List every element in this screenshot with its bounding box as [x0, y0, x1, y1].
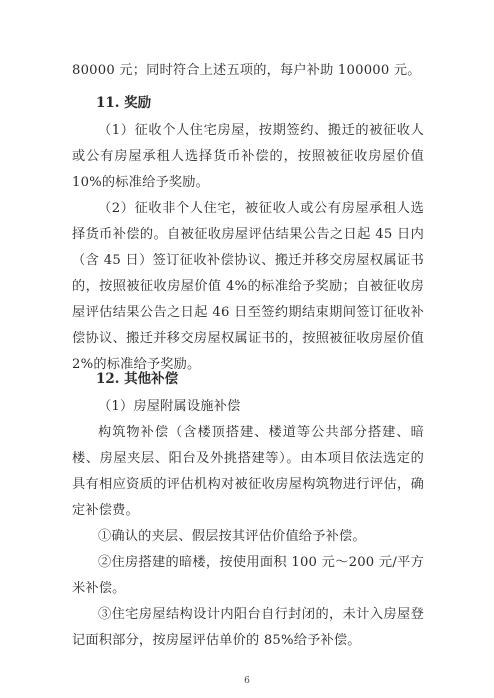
continuation-paragraph: 80000 元；同时符合上述五项的，每户补助 100000 元。	[72, 63, 421, 78]
paragraph-item-3: ③住宅房屋结构设计内阳台自行封闭的，未计入房屋登记面积部分，按房屋评估单价的 85%给予补偿。	[72, 607, 424, 648]
page-number: 6	[244, 676, 250, 686]
paragraph-reward-1: （1）征收个人住宅房屋，按期签约、搬迁的被征收人或公有房屋承租人选择货币补偿的，按照被征收房屋价值 10%的标准给予奖励。	[72, 123, 424, 190]
paragraph-structures: 构筑物补偿（含楼顶搭建、楼道等公共部分搭建、暗楼、房屋夹层、阳台及外挑搭建等）。由本项目依法选定的具有相应资质的评估机构对被征收房屋构筑物进行评估，确定补偿费。	[72, 425, 424, 518]
paragraph-reward-2: （2）征收非个人住宅，被征收人或公有房屋承租人选择货币补偿的。自被征收房屋评估结果公告之日起 45 日内（含 45 日）签订征收补偿协议、搬迁并移交房屋权属证书的，按照被征收房屋价值 4%的标准给予奖励；自被征收房屋评估结果公告之日起 46 日至签约期结束期间签订征收补偿协议、搬迁并移交房屋权属证书的，按照被征收房屋价值 2%的标准给予奖励。	[72, 201, 424, 372]
section-heading-12: 12. 其他补偿	[96, 371, 179, 387]
paragraph-item-1: ①确认的夹层、假层按其评估价值给予补偿。	[98, 529, 366, 544]
paragraph-item-2: ②住房搭建的暗楼，按使用面积 100 元～200 元/平方米补偿。	[72, 555, 424, 596]
paragraph-subheading-facilities: （1）房屋附属设施补偿	[98, 399, 241, 414]
section-heading-11: 11. 奖励	[96, 95, 152, 111]
